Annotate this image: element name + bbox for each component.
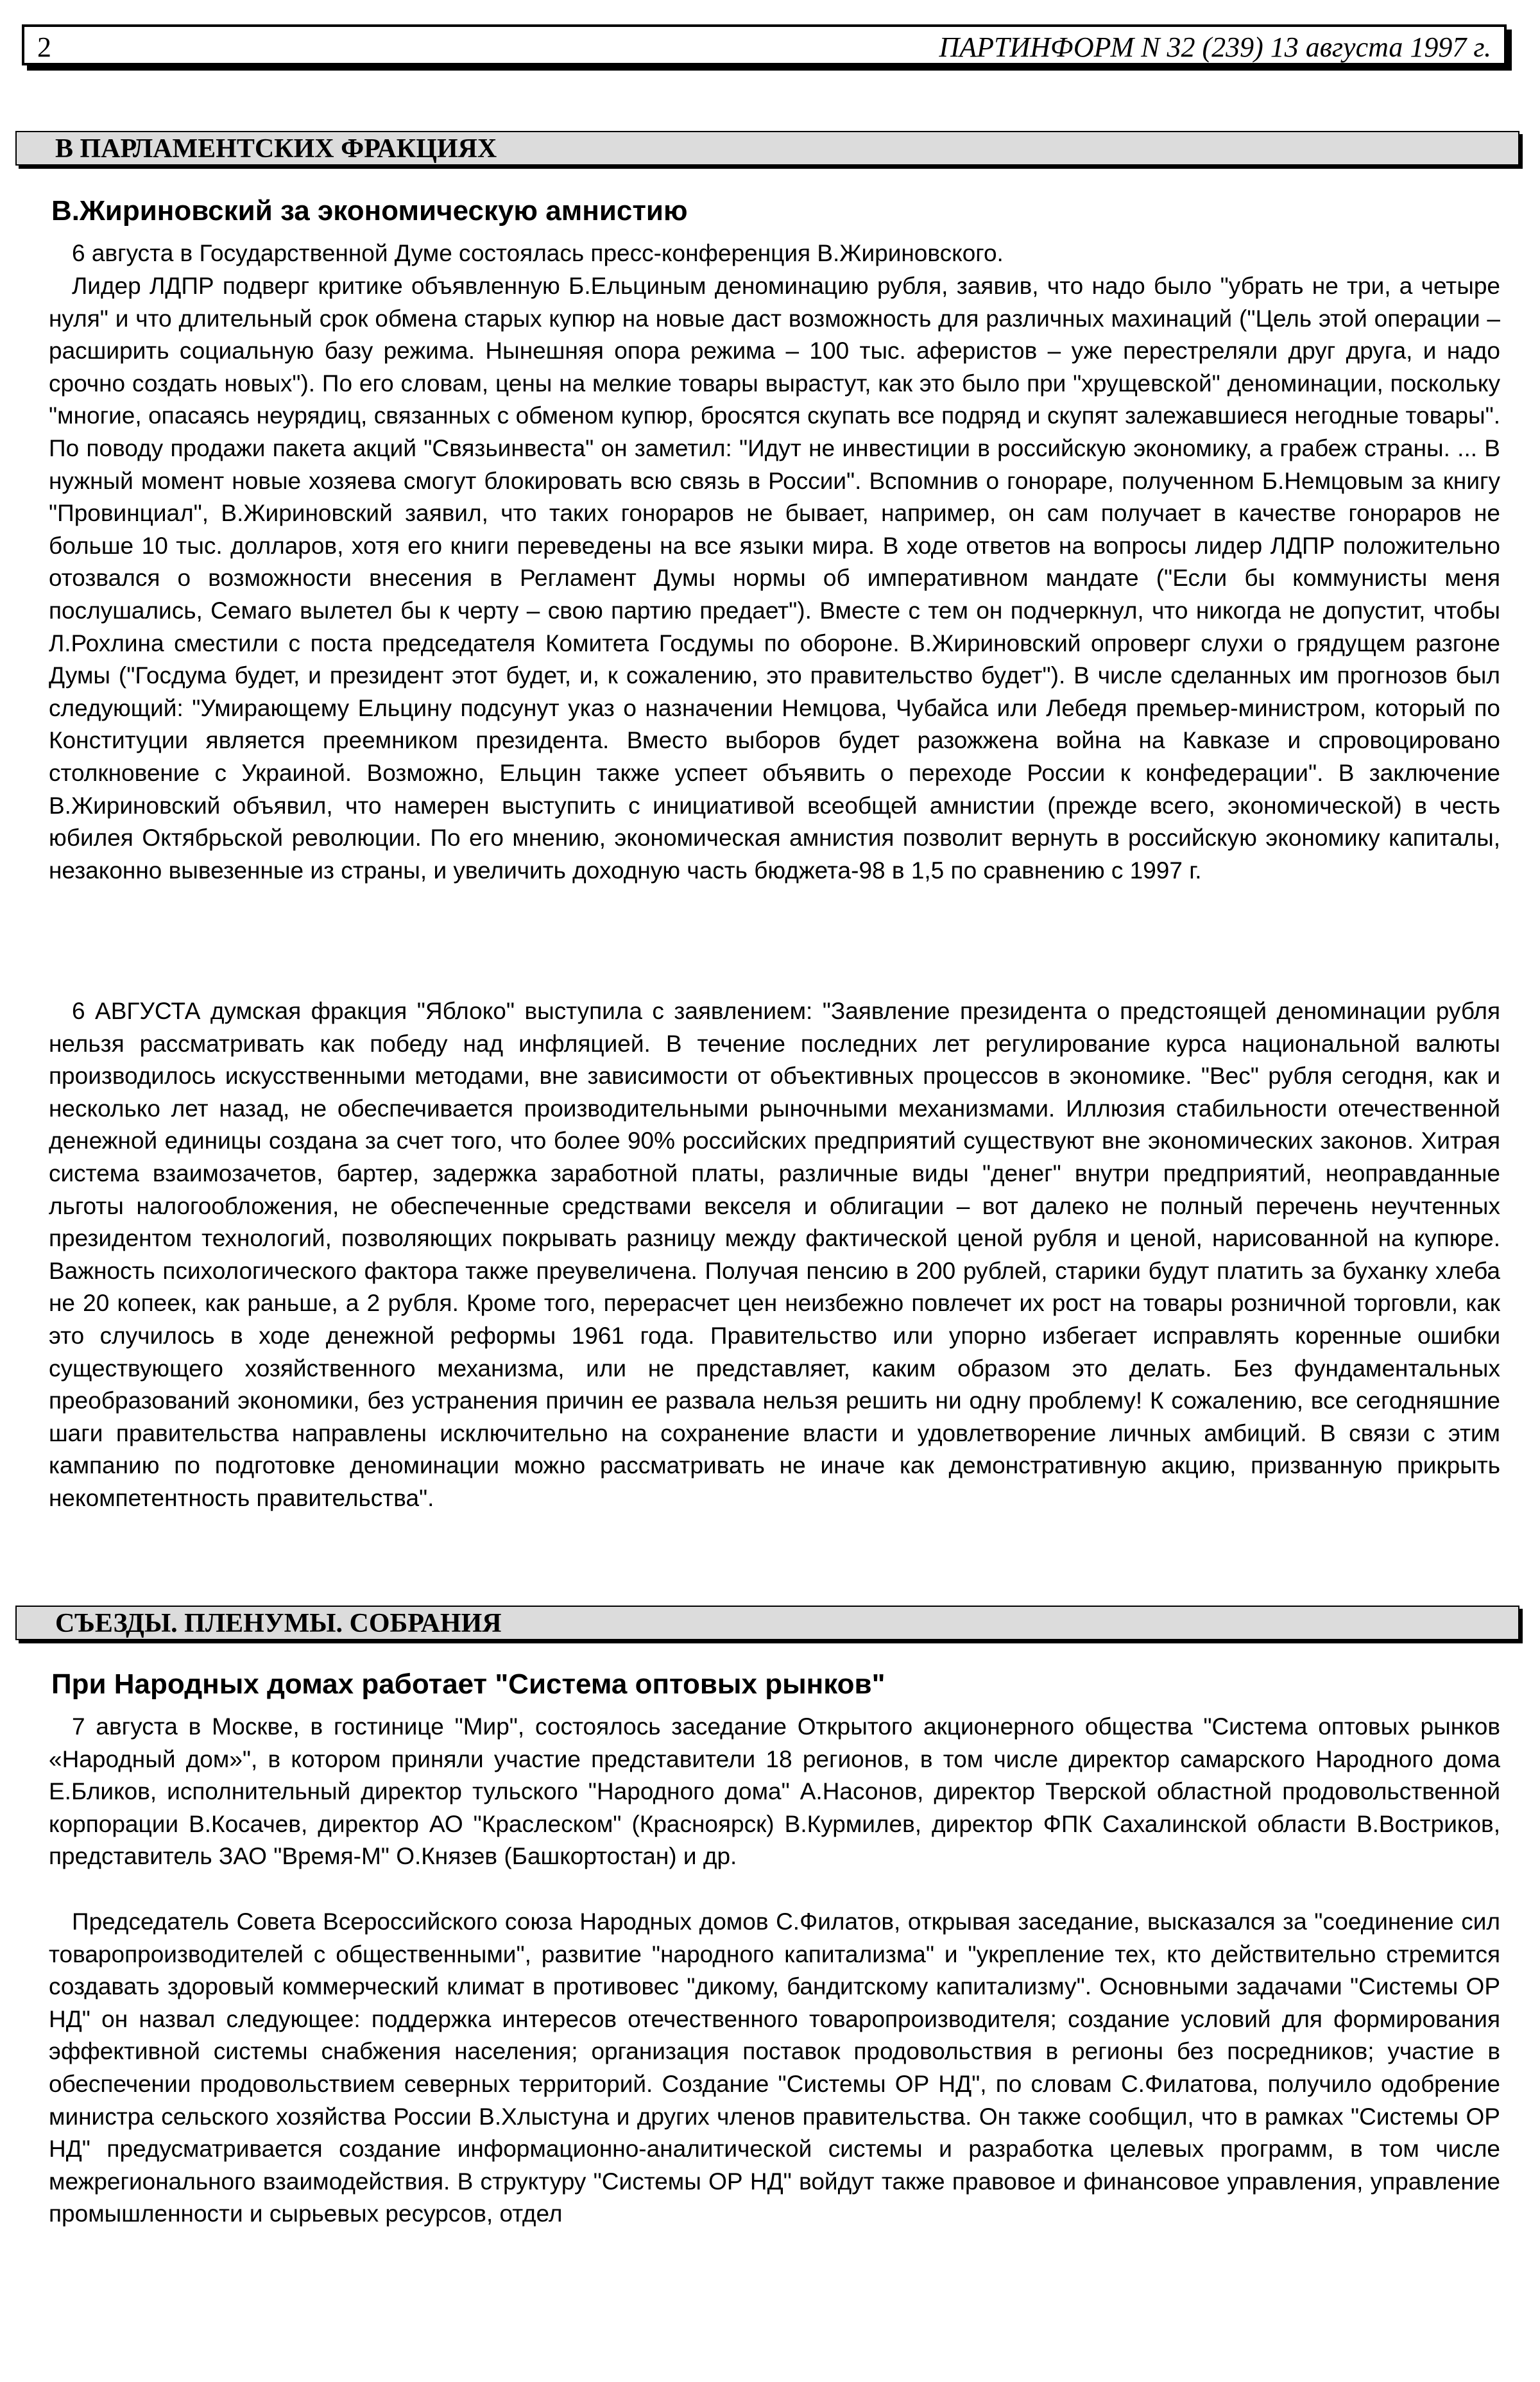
- article-paragraph: Председатель Совета Всероссийского союза Народных домов С.Филатов, открывая заседание, высказался за "соединение сил товаропроизводителей с общественными", развитие "народного капитализма" и "укрепление тех, кто действительно стремится создавать здоровый коммерческий климат в противовес "дикому, бандитскому капитализму". Основными задачами "Системы ОР НД" он назвал следующее: поддержка интересов отечественного товаропроизводителя; создание условий для формирования эффективной системы снабжения населения; организация поставок продовольствия в регионы без посредников; участие в обеспечении продовольствием северных территорий. Создание "Системы ОР НД", по словам С.Филатова, получило одобрение министра сельского хозяйства России В.Хлыстуна и других членов правительства. Он также сообщил, что в рамках "Системы ОР НД" предусматривается создание информационно-аналитической системы и разработка целевых программ, в том числе межрегионального взаимодействия. В структуру "Системы ОР НД" войдут также правовое и финансовое управления, управление промышленности и сырьевых ресурсов, отдел: [49, 1908, 1500, 2227]
- page-number: 2: [37, 31, 51, 63]
- article-paragraph: 6 августа в Государственной Думе состоялась пресс-конференция В.Жириновского.: [72, 240, 1004, 266]
- section-title: В ПАРЛАМЕНТСКИХ ФРАКЦИЯХ: [55, 134, 497, 164]
- article-headline: При Народных домах работает "Система оптовых рынков": [51, 1668, 886, 1700]
- issue-line: ПАРТИНФОРМ N 32 (239) 13 августа 1997 г.: [939, 31, 1491, 63]
- article-paragraph: 6 АВГУСТА думская фракция "Яблоко" выступила с заявлением: "Заявление президента о предстоящей деноминации рубля нельзя рассматривать как победу над инфляцией. В течение последних лет регулирование курса национальной валюты производилось искусственными методами, вне зависимости от объективных процессов в экономике. "Вес" рубля сегодня, как и несколько лет назад, не обеспечивается производительными рыночными механизмами. Иллюзия стабильности отечественной денежной единицы создана за счет того, что более 90% российских предприятий существуют вне экономических законов. Хитрая система взаимозачетов, бартер, задержка заработной платы, различные виды "денег" внутри предприятий, неоправданные льготы налогообложения, не обеспеченные средствами векселя и облигации – вот далеко не полный перечень неучтенных президентом технологий, позволяющих покрывать разницу между фактической ценой рубля и ценой, нарисованной на купюре. Важность психологического фактора также преувеличена. Получая пенсию в 200 рублей, старики будут платить за буханку хлеба не 20 копеек, как раньше, а 2 рубля. Кроме того, перерасчет цен неизбежно повлечет их рост на товары розничной торговли, как это случилось в ходе денежной реформы 1961 года. Правительство или упорно избегает исправлять коренные ошибки существующего хозяйственного механизма, или не представляет, каким образом это делать. Без фундаментальных преобразований экономики, без устранения причин ее развала нельзя решить ни одну проблему! К сожалению, все сегодняшние шаги правительства направлены исключительно на сохранение власти и удовлетворение личных амбиций. В связи с этим кампанию по подготовке деноминации можно рассматривать не иначе как демонстративную акцию, призванную прикрыть некомпетентность правительства".: [49, 998, 1500, 1511]
- section-bar-parliament: [15, 131, 1519, 166]
- article-paragraph: 7 августа в Москве, в гостинице "Мир", состоялось заседание Открытого акционерного общества "Система оптовых рынков «Народный дом»", в котором приняли участие представители 18 регионов, в том числе директор самарского Народного дома Е.Бликов, исполнительный директор тульского "Народного дома" А.Насонов, директор Тверской областной продовольственной корпорации В.Косачев, директор АО "Краслеском" (Красноярск) В.Курмилев, директор ФПК Сахалинской области В.Востриков, представитель ЗАО "Время-М" О.Князев (Башкортостан) и др.: [49, 1713, 1500, 1870]
- section-title: СЪЕЗДЫ. ПЛЕНУМЫ. СОБРАНИЯ: [55, 1609, 502, 1638]
- article-headline: В.Жириновский за экономическую амнистию: [51, 195, 688, 227]
- page-header: [22, 24, 1507, 65]
- article-paragraph: Лидер ЛДПР подверг критике объявленную Б.Ельциным деноминацию рубля, заявив, что надо было "убрать не три, а четыре нуля" и что длительный срок обмена старых купюр на новые даст возможность для различных махинаций ("Цель этой операции – расширить социальную базу режима. Нынешняя опора режима – 100 тыс. аферистов – уже перестреляли друг друга, и надо срочно создать новых"). По его словам, цены на мелкие товары вырастут, как это было при "хрущевской" деноминации, поскольку "многие, опасаясь неурядиц, связанных с обменом купюр, бросятся скупать все подряд и скупят залежавшиеся негодные товары". По поводу продажи пакета акций "Связьинвеста" он заметил: "Идут не инвестиции в российскую экономику, а грабеж страны. ... В нужный момент новые хозяева смогут блокировать всю связь в России". Вспомнив о гонораре, полученном Б.Немцовым за книгу "Провинциал", В.Жириновский заявил, что таких гонораров не бывает, например, он сам получает в качестве гонораров не больше 10 тыс. долларов, хотя его книги переведены на все языки мира. В ходе ответов на вопросы лидер ЛДПР положительно отозвался о возможности внесения в Регламент Думы нормы об императивном мандате ("Если бы коммунисты меня послушались, Семаго вылетел бы к черту – свою партию предает"). Вместе с тем он подчеркнул, что никогда не допустит, чтобы Л.Рохлина сместили с поста председателя Комитета Госдумы по обороне. В.Жириновский опроверг слухи о грядущем разгоне Думы ("Госдума будет, и президент этот будет, и, к сожалению, это правительство будет"). В числе сделанных им прогнозов был следующий: "Умирающему Ельцину подсунут указ о назначении Немцова, Чубайса или Лебедя премьер-министром, который по Конституции является преемником президента. Вместо выборов будет разожжена война на Кавказе и спровоцировано столкновение с Украиной. Возможно, Ельцин также успеет объявить о переходе России к конфедерации". В заключение В.Жириновский объявил, что намерен выступить с инициативой всеобщей амнистии (прежде всего, экономической) в честь юбилея Октябрьской революции. По его мнению, экономическая амнистия позволит вернуть в российскую экономику капиталы, незаконно вывезенные из страны, и увеличить доходную часть бюджета-98 в 1,5 по сравнению с 1997 г.: [49, 273, 1500, 884]
- section-bar-congresses: [15, 1606, 1519, 1640]
